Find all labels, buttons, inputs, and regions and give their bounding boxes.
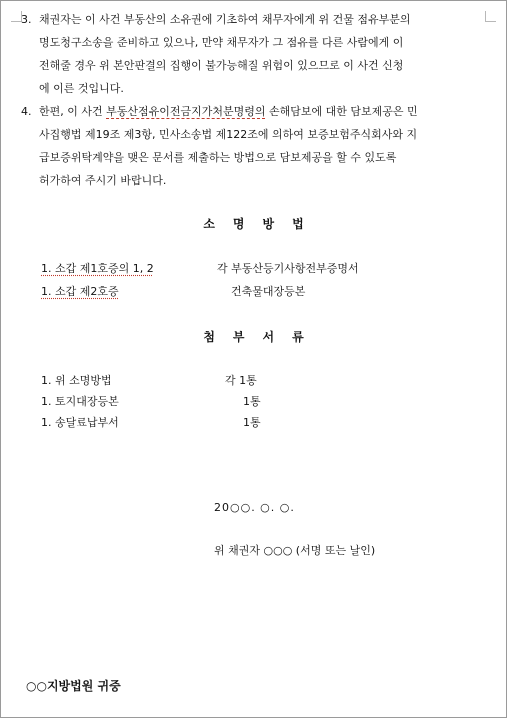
evidence-desc: 건축물대장등본 — [231, 285, 306, 298]
attachment-qty: 각 1통 — [225, 374, 257, 387]
evidence-label: 1. 소갑 제1호증의 1, 2 — [41, 262, 154, 275]
margin-corner-mark — [485, 11, 496, 22]
paragraph-line: 급보증위탁계약을 맺은 문서를 제출하는 방법으로 담보제공을 할 수 있도록 — [39, 151, 397, 164]
filing-date: 20○○. ○. ○. — [214, 501, 295, 514]
paragraph-line — [39, 101, 418, 123]
evidence-heading: 소명방법 — [203, 217, 322, 231]
court-addressee: ○○지방법원 귀중 — [26, 679, 121, 693]
attachment-label: 1. 송달료납부서 — [41, 416, 119, 429]
line-text: 한편, 이 사건 — [39, 105, 107, 118]
signer-line: 위 채권자 ○○○ (서명 또는 날인) — [214, 544, 376, 557]
paragraph-number: 4. — [21, 105, 32, 118]
evidence-desc: 각 부동산등기사항전부증명서 — [217, 262, 359, 275]
underlined-term: 부동산점유이전금지가처분명령의 — [106, 105, 266, 118]
paragraph-line: 채권자는 이 사건 부동산의 소유권에 기초하여 채무자에게 위 건물 점유부분의 — [39, 13, 411, 26]
paragraph-line: 명도청구소송을 준비하고 있으나, 만약 채무자가 그 점유를 다른 사람에게 이 — [39, 36, 404, 49]
attachment-qty: 1통 — [243, 416, 261, 429]
paragraph-number: 3. — [21, 13, 32, 26]
attachments-heading: 첨부서류 — [203, 330, 322, 344]
attachment-qty: 1통 — [243, 395, 261, 408]
attachment-label: 1. 위 소명방법 — [41, 374, 112, 387]
paragraph-line: 사집행법 제19조 제3항, 민사소송법 제122조에 의하여 보증보험주식회사와 지 — [39, 128, 418, 141]
paragraph-line: 허가하여 주시기 바랍니다. — [39, 174, 167, 187]
paragraph-line: 에 이른 것입니다. — [39, 82, 124, 95]
attachment-label: 1. 토지대장등본 — [41, 395, 119, 408]
line-text: 손해담보에 대한 담보제공은 민 — [265, 105, 418, 118]
evidence-label: 1. 소갑 제2호증 — [41, 285, 119, 298]
paragraph-line: 전해줄 경우 위 본안판결의 집행이 불가능해질 위험이 있으므로 이 사건 신청 — [39, 59, 404, 72]
